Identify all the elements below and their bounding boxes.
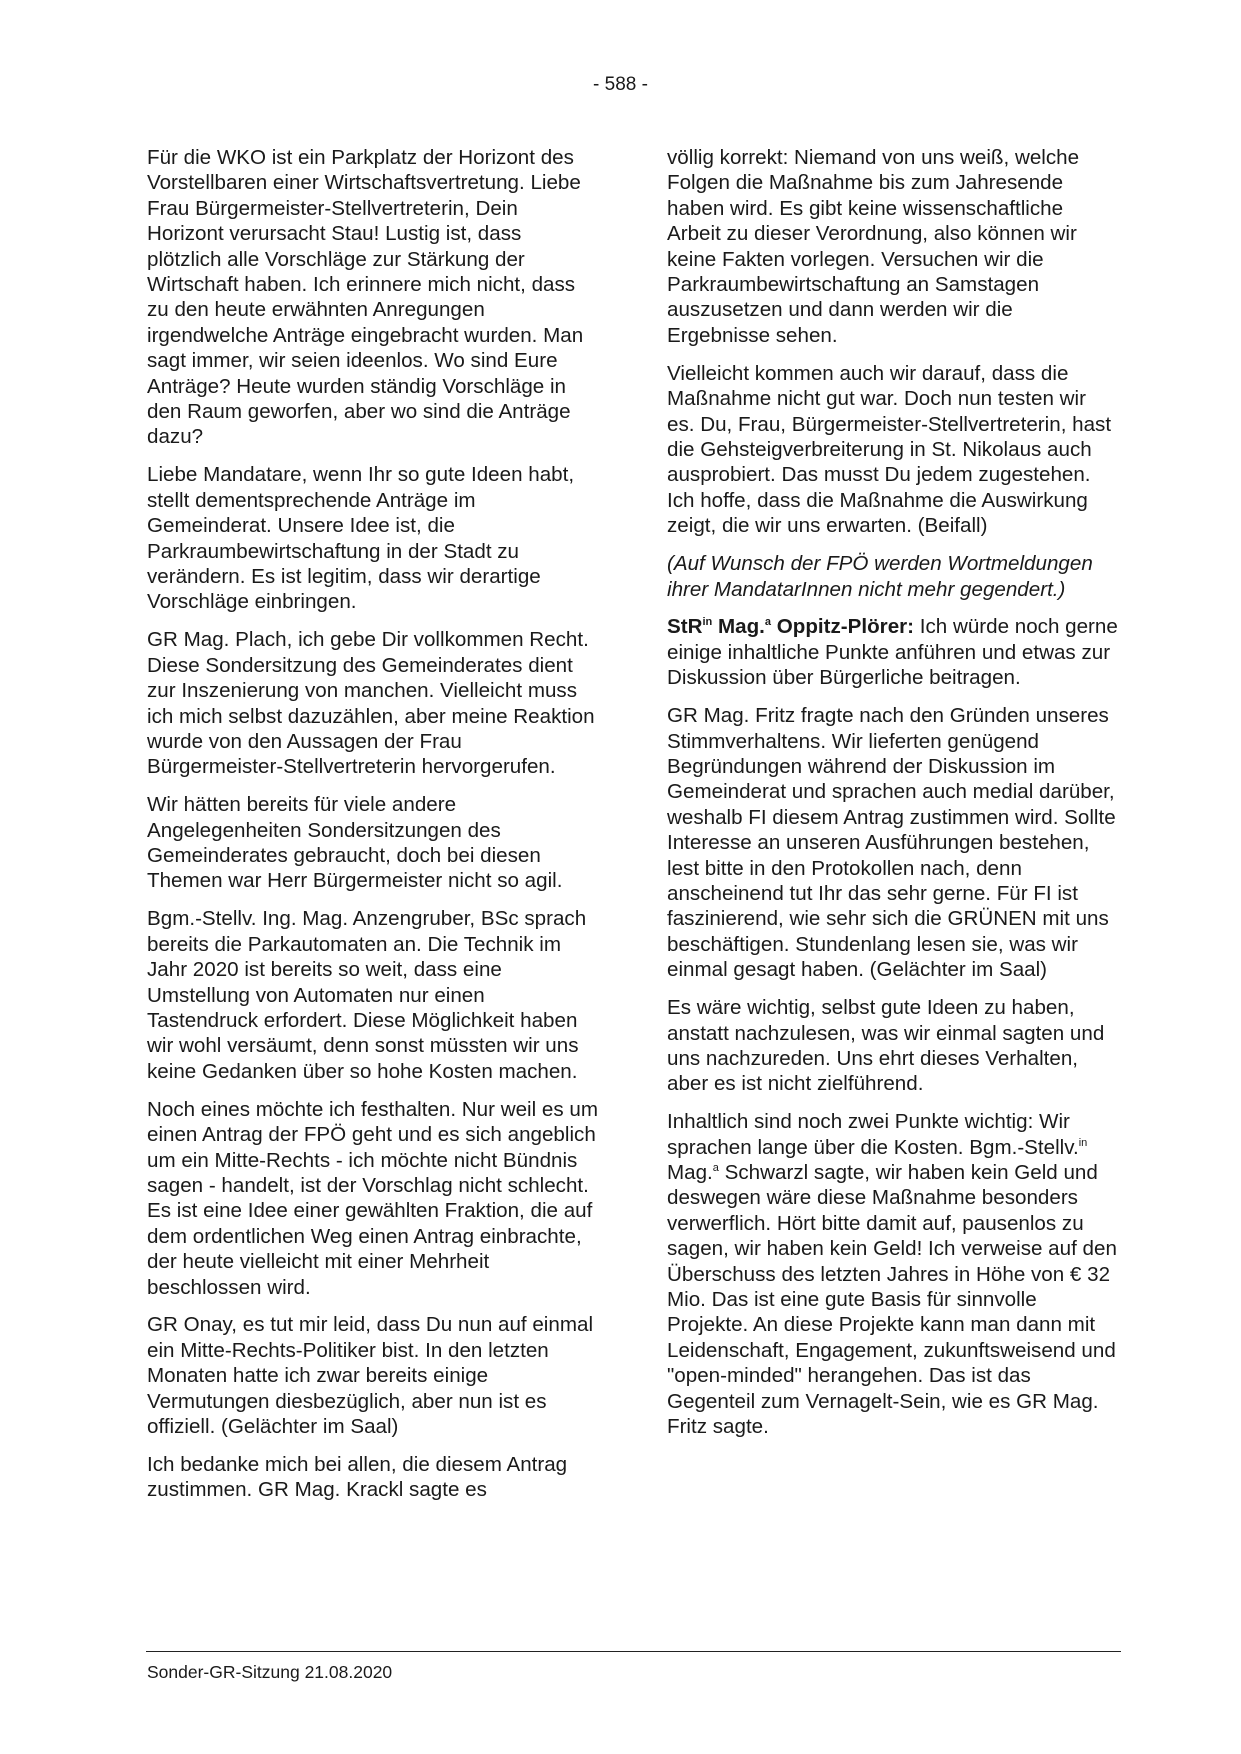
page-number: - 588 -: [593, 74, 648, 95]
speaker-text: Ich würde noch gerne einige inhaltliche Punkte anführen und etwas zur Diskussion über Bürgerliche beitragen.: [667, 615, 1118, 690]
footer-divider: [146, 1651, 1121, 1652]
speaker-label: StR$^{in}$ Mag.$^a$ Oppitz-Plörer:: [667, 615, 915, 639]
paragraph: GR Onay, es tut mir leid, dass Du nun auf einmal ein Mitte-Rechts-Politiker bist. In den letzten Monaten hatte ich zwar bereits einige Vermutungen diesbezüglich, aber nun ist es offiziell. (Gelächter im Saal): [147, 1313, 594, 1439]
gender-note: (Auf Wunsch der FPÖ werden Wortmeldungen ihrer MandatarInnen nicht mehr gegendert.): [667, 552, 1093, 601]
paragraph: Ich bedanke mich bei allen, die diesem Antrag zustimmen. GR Mag. Krackl sagte es: [147, 1453, 568, 1502]
paragraph: Bgm.-Stellv. Ing. Mag. Anzengruber, BSc sprach bereits die Parkautomaten an. Die Technik im Jahr 2020 ist bereits so weit, dass eine Umstellung von Automaten nur einen Tastendruck erfordert. Diese Möglichkeit haben wir wohl versäumt, denn sonst müssten wir uns keine Gedanken über so hohe Kosten machen.: [147, 907, 587, 1083]
paragraph: Inhaltlich sind noch zwei Punkte wichtig: Wir sprachen lange über die Kosten. Bgm.-Stellv.$^{in}$ Mag.$^a$ Schwarzl sagte, wir haben kein Geld und deswegen wäre diese Maßnahme besonders verwerflich. Hört bitte damit auf, pausenlos zu sagen, wir haben kein Geld! Ich verweise auf den Überschuss des letzten Jahres in Höhe von € 32 Mio. Das ist eine gute Basis für sinnvolle Projekte. An diese Projekte kann man dann mit Leidenschaft, Engagement, zukunftsweisend und "open-minded" herangehen. Das ist das Gegenteil zum Vernagelt-Sein, wie es GR Mag. Fritz sagte.: [667, 1110, 1117, 1439]
paragraph: Es wäre wichtig, selbst gute Ideen zu haben, anstatt nachzulesen, was wir einmal sagten und uns nachzureden. Uns ehrt dieses Verhalten, aber es ist nicht zielführend.: [667, 996, 1105, 1096]
paragraph: Wir hätten bereits für viele andere Angelegenheiten Sondersitzungen des Gemeinderates gebraucht, doch bei diesen Themen war Herr Bürgermeister nicht so agil.: [147, 793, 563, 893]
speaker-paragraph: [667, 614, 1119, 690]
paragraph: völlig korrekt: Niemand von uns weiß, welche Folgen die Maßnahme bis zum Jahresende haben wird. Es gibt keine wissenschaftliche Arbeit zu dieser Verordnung, also können wir keine Fakten vorlegen. Versuchen wir die Parkraumbewirtschaftung an Samstagen auszusetzen und dann werden wir die Ergebnisse sehen.: [667, 146, 1080, 347]
paragraph: Noch eines möchte ich festhalten. Nur weil es um einen Antrag der FPÖ geht und es sich angeblich um ein Mitte-Rechts - ich möchte nicht Bündnis sagen - handelt, ist der Vorschlag nicht schlecht. Es ist eine Idee einer gewählten Fraktion, die auf dem ordentlichen Weg einen Antrag einbrachte, der heute vielleicht mit einer Mehrheit beschlossen wird.: [147, 1097, 598, 1299]
paragraph: GR Mag. Plach, ich gebe Dir vollkommen Recht. Diese Sondersitzung des Gemeinderates dient zur Inszenierung von manchen. Vielleicht muss ich mich selbst dazuzählen, aber meine Reaktion wurde von den Aussagen der Frau Bürgermeister-Stellvertreterin hervorgerufen.: [147, 628, 595, 779]
paragraph: Vielleicht kommen auch wir darauf, dass die Maßnahme nicht gut war. Doch nun testen wir es. Du, Frau, Bürgermeister-Stellvertreterin, hast die Gehsteigverbreiterung in St. Nikolaus auch ausprobiert. Das musst Du jedem zugestehen. Ich hoffe, dass die Maßnahme die Auswirkung zeigt, die wir uns erwarten. (Beifall): [667, 361, 1112, 538]
paragraph: GR Mag. Fritz fragte nach den Gründen unseres Stimmverhaltens. Wir lieferten genügend Begründungen während der Diskussion im Gemeinderat und sprachen auch medial darüber, weshalb FI diesem Antrag zustimmen wird. Sollte Interesse an unseren Ausführungen bestehen, lest bitte in den Protokollen nach, denn anscheinend tut Ihr das sehr gerne. Für FI ist faszinierend, wie sehr sich die GRÜNEN mit uns beschäftigen. Stundenlang lesen sie, was wir einmal gesagt haben. (Gelächter im Saal): [667, 704, 1116, 982]
right-column: [667, 145, 1119, 1452]
footer-text: Sonder-GR-Sitzung 21.08.2020: [147, 1662, 393, 1682]
paragraph: Liebe Mandatare, wenn Ihr so gute Ideen habt, stellt dementsprechende Anträge im Gemeinderat. Unsere Idee ist, die Parkraumbewirtschaftung in der Stadt zu verändern. Es ist legitim, dass wir derartige Vorschläge einbringen.: [147, 463, 575, 614]
left-column: [147, 145, 599, 1515]
paragraph: Für die WKO ist ein Parkplatz der Horizont des Vorstellbaren einer Wirtschaftsvertretung. Liebe Frau Bürgermeister-Stellvertreterin, Dein Horizont verursacht Stau! Lustig ist, dass plötzlich alle Vorschläge zur Stärkung der Wirtschaft haben. Ich erinnere mich nicht, dass zu den heute erwähnten Anregungen irgendwelche Anträge eingebracht wurden. Man sagt immer, wir seien ideenlos. Wo sind Eure Anträge? Heute wurden ständig Vorschläge in den Raum geworfen, aber wo sind die Anträge dazu?: [147, 146, 584, 449]
